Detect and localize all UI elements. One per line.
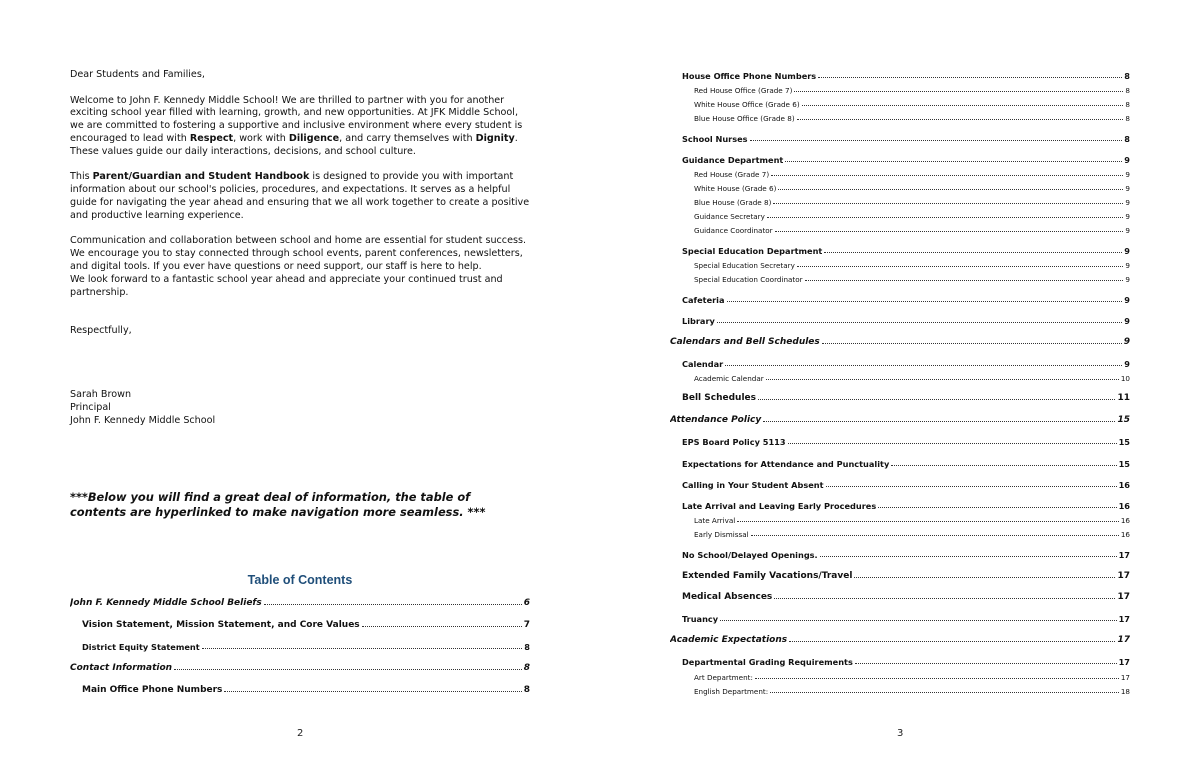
toc-entry[interactable]: Red House (Grade 7) 9 (694, 170, 1130, 179)
toc-entry[interactable]: No School/Delayed Openings. 17 (682, 550, 1130, 560)
signature-name: Sarah Brown (70, 388, 132, 400)
toc-entry[interactable]: John F. Kennedy Middle School Beliefs 6 (70, 598, 530, 608)
toc-entry[interactable]: Special Education Department 9 (682, 246, 1130, 256)
letter-greeting: Dear Students and Families, (70, 69, 205, 80)
toc-entry[interactable]: Guidance Department 9 (682, 155, 1130, 165)
toc-entry[interactable]: Medical Absences 17 (682, 592, 1130, 602)
signature-school: John F. Kennedy Middle School (70, 414, 216, 426)
signature-title: Principal (70, 401, 111, 413)
toc-entry[interactable]: Calling in Your Student Absent 16 (682, 480, 1130, 490)
toc-entry[interactable]: Main Office Phone Numbers 8 (82, 685, 530, 695)
toc-entry[interactable]: EPS Board Policy 5113 15 (682, 437, 1130, 447)
page-number: 2 (297, 728, 304, 739)
letter-paragraph-handbook: This Parent/Guardian and Student Handbook is designed to provide you with important information about our school's policies, procedures, and expectations. It serves as a helpful guide for navigating the year ahead and ensuring that we all work together to create a positive and productive learning experience. (70, 171, 530, 221)
letter-paragraph-welcome: Welcome to John F. Kennedy Middle School! We are thrilled to partner with you for another exciting school year filled with learning, growth, and new opportunities. At JFK Middle School, we are committed to fostering a supportive and inclusive environment where every student is encouraged to lead with Respect, work with Diligence, and carry themselves with Dignity. These values guide our daily interactions, decisions, and school culture. (70, 94, 523, 157)
toc-entry[interactable]: Early Dismissal 16 (694, 530, 1130, 539)
toc-entry[interactable]: Blue House (Grade 8) 9 (694, 198, 1130, 207)
toc-entry[interactable]: Late Arrival and Leaving Early Procedures 16 (682, 501, 1130, 511)
toc-entry[interactable]: Special Education Coordinator 9 (694, 275, 1130, 284)
welcome-letter (70, 69, 530, 427)
toc-heading: Table of Contents (247, 573, 353, 587)
toc-entry[interactable]: Guidance Coordinator 9 (694, 226, 1130, 235)
letter-paragraph-closing-thanks: We look forward to a fantastic school year ahead and appreciate your continued trust and partnership. (70, 273, 503, 298)
toc-entry[interactable]: Red House Office (Grade 7) 8 (694, 86, 1130, 95)
toc-hyperlink-notice: ***Below you will find a great deal of information, the table of contents are hyperlinked to make navigation more seamless. *** (70, 490, 486, 519)
toc-entry[interactable]: Truancy 17 (682, 614, 1130, 624)
toc-entry[interactable]: Departmental Grading Requirements 17 (682, 657, 1130, 667)
toc-entry[interactable]: Bell Schedules 11 (682, 393, 1130, 403)
toc-entry[interactable]: Attendance Policy 15 (670, 415, 1130, 425)
toc-entry[interactable]: House Office Phone Numbers 8 (682, 71, 1130, 81)
toc-entry[interactable]: Expectations for Attendance and Punctuality 15 (682, 459, 1130, 469)
toc-entry[interactable]: Vision Statement, Mission Statement, and Core Values 7 (82, 620, 530, 630)
letter-closing: Respectfully, (70, 324, 132, 336)
toc-entry[interactable]: School Nurses 8 (682, 134, 1130, 144)
toc-entry[interactable]: Calendars and Bell Schedules 9 (670, 337, 1130, 347)
toc-entry[interactable]: English Department: 18 (694, 687, 1130, 696)
toc-entry[interactable]: Blue House Office (Grade 8) 8 (694, 114, 1130, 123)
toc-entry[interactable]: Academic Expectations 17 (670, 635, 1130, 645)
handbook-page-3 (600, 0, 1200, 776)
toc-entry[interactable]: Guidance Secretary 9 (694, 212, 1130, 221)
toc-entry[interactable]: Cafeteria 9 (682, 295, 1130, 305)
toc-entry[interactable]: Extended Family Vacations/Travel 17 (682, 571, 1130, 581)
toc-entry[interactable]: White House Office (Grade 6) 8 (694, 100, 1130, 109)
toc-entry[interactable]: Library 9 (682, 316, 1130, 326)
toc-entry[interactable]: Special Education Secretary 9 (694, 261, 1130, 270)
toc-entry[interactable]: Art Department: 17 (694, 673, 1130, 682)
toc-entry[interactable]: Calendar 9 (682, 359, 1130, 369)
toc-entry[interactable]: Late Arrival 16 (694, 516, 1130, 525)
toc-entry[interactable]: White House (Grade 6) 9 (694, 184, 1130, 193)
toc-entry[interactable]: Contact Information 8 (70, 663, 530, 673)
toc-entry[interactable]: District Equity Statement 8 (82, 642, 530, 652)
letter-paragraph-communication: Communication and collaboration between school and home are essential for student success. We encourage you to stay connected through school events, parent conferences, newsletters, and digital tools. If you ever have questions or need support, our staff is here to help. (70, 235, 527, 272)
page-number: 3 (897, 728, 904, 739)
toc-entry[interactable]: Academic Calendar 10 (694, 374, 1130, 383)
